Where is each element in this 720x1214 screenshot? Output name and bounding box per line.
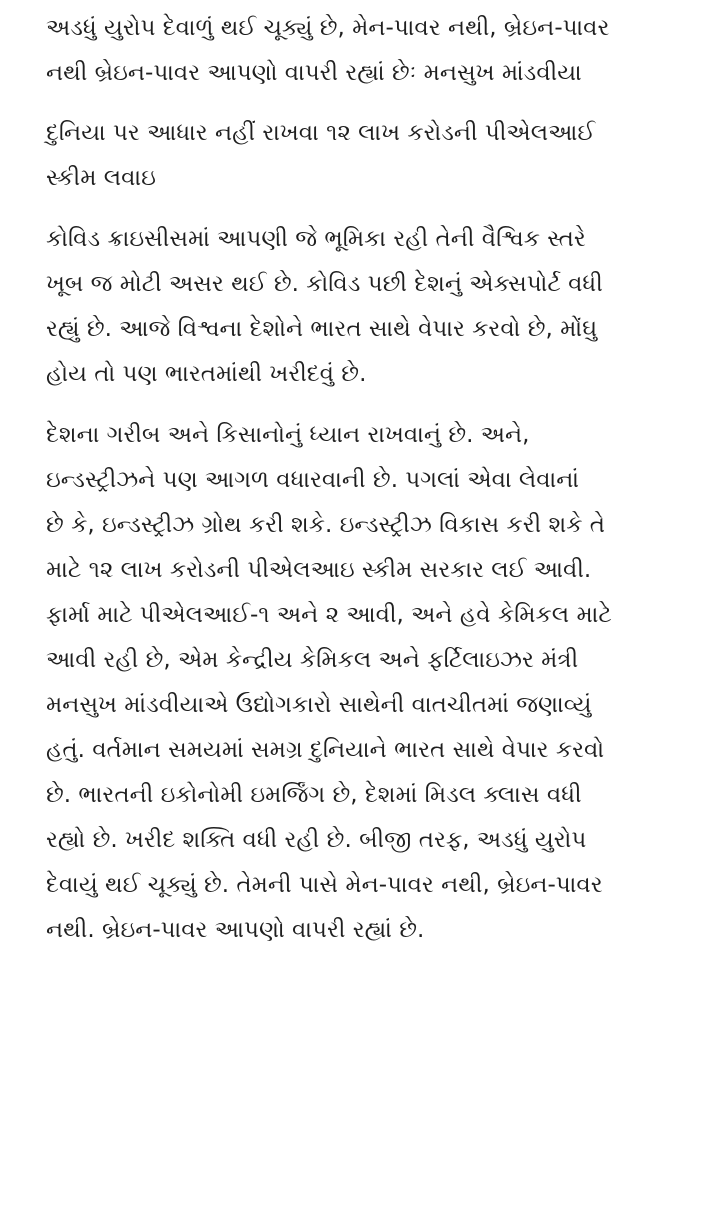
text-line: ખૂબ જ મોટી અસર થઈ છે. કોવિડ પછી દેશનું એક્સપોર્ટ વધી — [46, 271, 603, 297]
text-line: ઇન્ડસ્ટ્રીઝને પણ આગળ વધારવાની છે. પગલાં એવા લેવાનાં — [46, 467, 580, 493]
article-body — [46, 6, 686, 953]
paragraph-subheadline — [46, 111, 686, 201]
text-line: દેશના ગરીબ અને કિસાનોનું ધ્યાન રાખવાનું છે. અને, — [46, 422, 530, 448]
text-line: કોવિડ ક્રાઇસીસમાં આપણી જે ભૂમિકા રહી તેની વૈશ્વિક સ્તરે — [46, 226, 586, 252]
text-line: રહ્યો છે. ખરીદ શક્તિ વધી રહી છે. બીજી તરફ, અડધું યુરોપ — [46, 827, 587, 853]
text-line: ફાર્મા માટે પીએલઆઈ-૧ અને ૨ આવી, અને હવે કેમિકલ માટે — [46, 602, 612, 628]
text-line: હોય તો પણ ભારતમાંથી ખરીદવું છે. — [46, 361, 367, 387]
text-line: નથી બ્રેઇન-પાવર આપણો વાપરી રહ્યાં છેઃ મનસુખ માંડવીયા — [46, 60, 582, 86]
paragraph-covid-impact — [46, 217, 686, 397]
text-line: સ્કીમ લવાઇ — [46, 165, 156, 191]
text-line: અડધું યુરોપ દેવાળું થઈ ચૂક્યું છે, મેન-પાવર નથી, બ્રેઇન-પાવર — [46, 15, 610, 41]
text-line: દુનિયા પર આધાર નહીં રાખવા ૧૨ લાખ કરોડની પીએલઆઈ — [46, 120, 596, 146]
text-line: નથી. બ્રેઇન-પાવર આપણો વાપરી રહ્યાં છે. — [46, 917, 425, 943]
paragraph-industry-pli — [46, 413, 686, 953]
paragraph-headline — [46, 6, 686, 96]
text-line: હતું. વર્તમાન સમયમાં સમગ્ર દુનિયાને ભારત સાથે વેપાર કરવો — [46, 737, 605, 763]
text-line: મનસુખ માંડવીયાએ ઉદ્યોગકારો સાથેની વાતચીતમાં જણાવ્યું — [46, 692, 592, 718]
text-line: છે. ભારતની ઇકોનોમી ઇમર્જિંગ છે, દેશમાં મિડલ ક્લાસ વધી — [46, 782, 582, 808]
text-line: દેવાયું થઈ ચૂક્યું છે. તેમની પાસે મેન-પાવર નથી, બ્રેઇન-પાવર — [46, 872, 603, 898]
text-line: આવી રહી છે, એમ કેન્દ્રીય કેમિકલ અને ફર્ટિલાઇઝર મંત્રી — [46, 647, 579, 673]
text-line: રહ્યું છે. આજે વિશ્વના દેશોને ભારત સાથે વેપાર કરવો છે, મોંઘુ — [46, 316, 598, 342]
text-line: છે કે, ઇન્ડસ્ટ્રીઝ ગ્રોથ કરી શકે. ઇન્ડસ્ટ્રીઝ વિકાસ કરી શકે તે — [46, 512, 606, 538]
text-line: માટે ૧૨ લાખ કરોડની પીએલઆઇ સ્કીમ સરકાર લઈ આવી. — [46, 557, 592, 583]
